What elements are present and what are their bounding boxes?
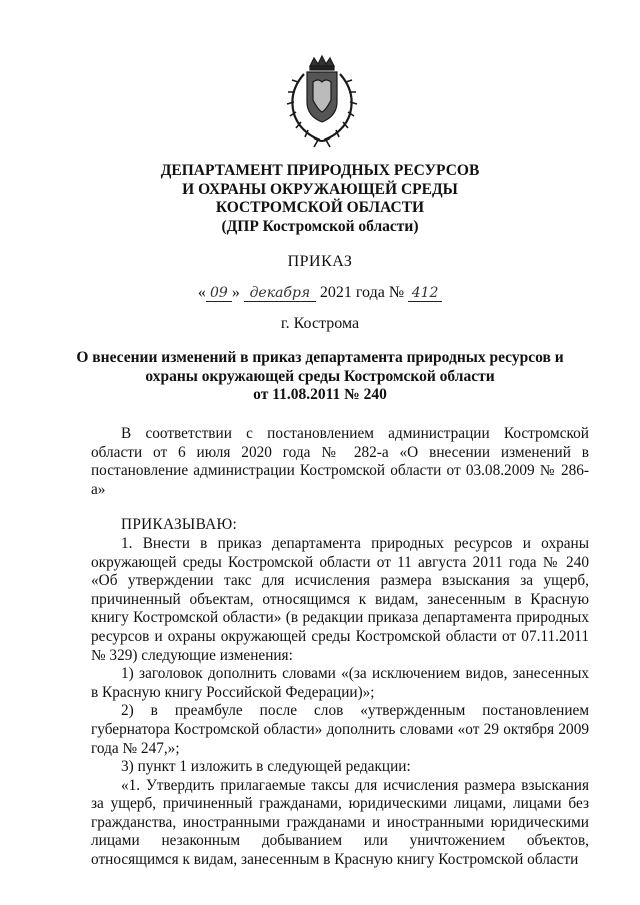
document-body xyxy=(91,425,589,870)
department-line: И ОХРАНЫ ОКРУЖАЮЩЕЙ СРЕДЫ xyxy=(182,180,458,198)
city-line: г. Кострома xyxy=(280,315,360,332)
coat-of-arms-emblem xyxy=(280,52,364,148)
document-type-title: ПРИКАЗ xyxy=(287,253,353,270)
subject-line: от 11.08.2011 № 240 xyxy=(253,386,387,403)
order-date-line xyxy=(0,284,640,302)
subject-line: охраны окружающей среды Костромской области xyxy=(145,367,495,385)
date-day-handwritten: 09 xyxy=(206,285,232,302)
date-year-text: 2021 года № xyxy=(319,284,405,301)
department-line: ДЕПАРТАМЕНТ ПРИРОДНЫХ РЕСУРСОВ xyxy=(160,162,480,179)
date-open-quote: « xyxy=(197,284,206,301)
date-close-quote: » xyxy=(231,284,240,301)
quoted-text-paragraph: «1. Утвердить прилагаемые таксы для исчисления размера взыскания за ущерб, причиненный гражданами, юридическими лицами, лицами без гражданства, иностранными гражданами и иностранными юридическими лицами незаконным добыванием или уничтожением объектов, относящимся к видам, занесенным в Красную книгу Костромской области xyxy=(91,776,589,869)
item-1-paragraph: 1. Внести в приказ департамента природных ресурсов и охраны окружающей среды Костромской области от 11 августа 2011 года № 240 «Об утверждении такс для исчисления размера взыскания за ущерб, причиненный объектам, относящимся к видам, занесенным в Красную книгу Костромской области» (в редакции приказа департамента природных ресурсов и охраны окружающей среды Костромской области от 07.11.2011 № 329) следующие изменения: xyxy=(91,534,589,664)
preamble-paragraph: В соответствии с постановлением администрации Костромской области от 6 июля 2020 года № 282-а «О внесении изменений в постановление администрации Костромской области от 03.08.2009 № 286-а» xyxy=(91,425,589,498)
order-subject xyxy=(0,349,640,405)
date-month-handwritten: декабря xyxy=(244,285,316,302)
subitem-1-paragraph: 1) заголовок дополнить словами «(за исключением видов, занесенных в Красную книгу Российской Федерации)»; xyxy=(91,665,589,701)
department-short-name: (ДПР Костромской области) xyxy=(221,217,419,235)
order-command-word: ПРИКАЗЫВАЮ: xyxy=(121,516,238,534)
subitem-3-paragraph: 3) пункт 1 изложить в следующей редакции: xyxy=(121,758,411,776)
department-line: КОСТРОМСКОЙ ОБЛАСТИ xyxy=(215,199,425,216)
subitem-2-paragraph: 2) в преамбуле после слов «утвержденным постановлением губернатора Костромской области» дополнить словами «от 29 октября 2009 года № 247,»; xyxy=(91,702,589,757)
department-heading xyxy=(0,162,640,236)
order-number-handwritten: 412 xyxy=(408,285,442,302)
subject-line: О внесении изменений в приказ департамента природных ресурсов и xyxy=(76,349,564,366)
